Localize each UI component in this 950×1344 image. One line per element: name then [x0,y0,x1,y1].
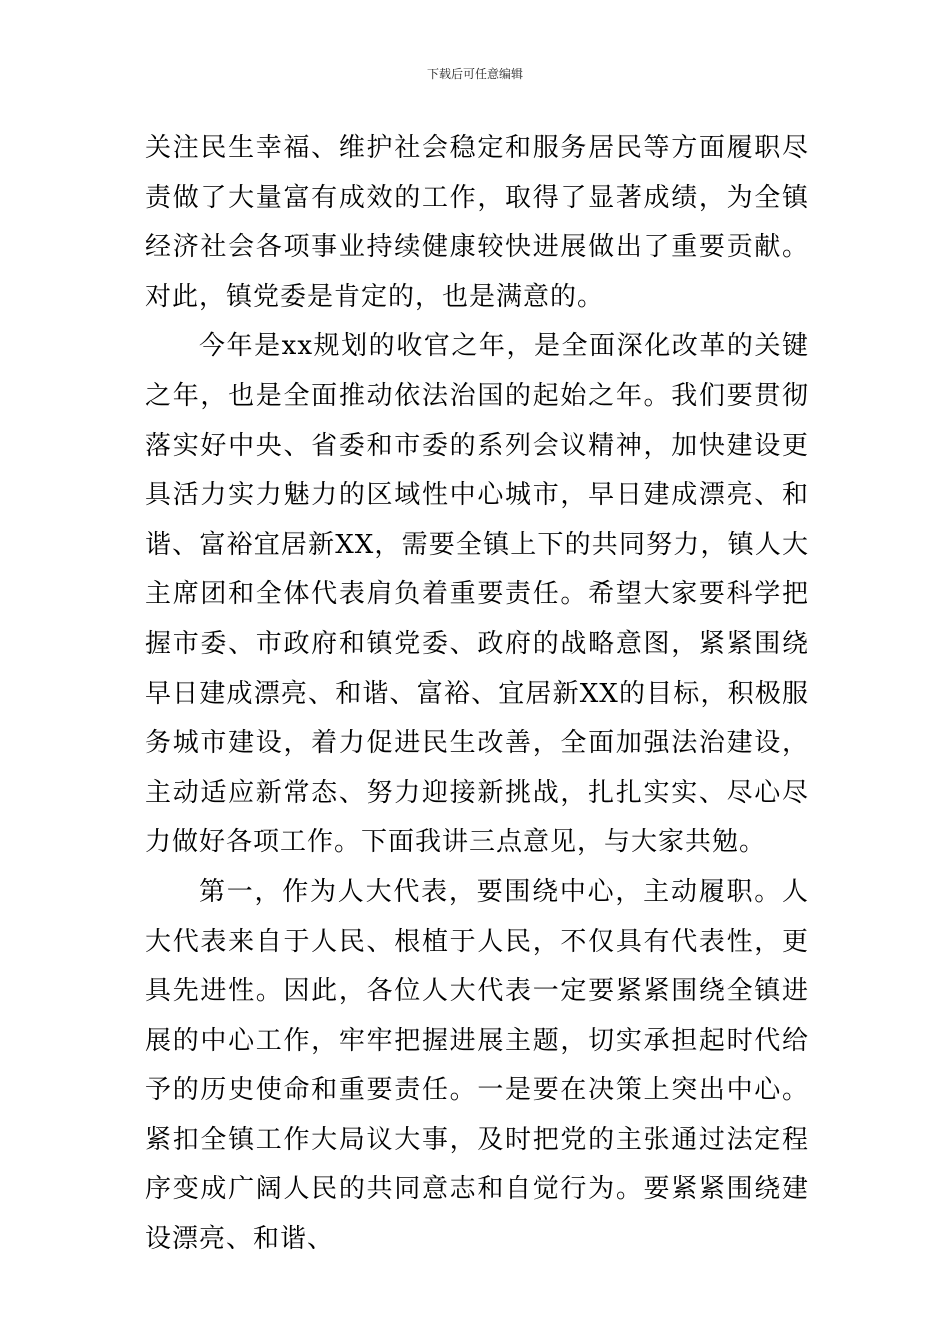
paragraph-current-year: 今年是xx规划的收官之年，是全面深化改革的关键之年，也是全面推动依法治国的起始之年。我们要贯彻落实好中央、省委和市委的系列会议精神，加快建设更具活力实力魅力的区域性中心城市，早日建成漂亮、和谐、富裕宜居新XX，需要全镇上下的共同努力，镇人大主席团和全体代表肩负着重要责任。希望大家要科学把握市委、市政府和镇党委、政府的战略意图，紧紧围绕早日建成漂亮、和谐、富裕、宜居新XX的目标，积极服务城市建设，着力促进民生改善，全面加强法治建设，主动适应新常态、努力迎接新挑战，扎扎实实、尽心尽力做好各项工作。下面我讲三点意见，与大家共勉。 [145,331,809,858]
paragraph-first-point: 第一，作为人大代表，要围绕中心，主动履职。人大代表来自于人民、根植于人民，不仅具有代表性，更具先进性。因此，各位人大代表一定要紧紧围绕全镇进展的中心工作，牢牢把握进展主题，切实承担起时代给予的历史使命和重要责任。一是要在决策上突出中心。紧扣全镇工作大局议大事，及时把党的主张通过法定程序变成广阔人民的共同意志和自觉行为。要紧紧围绕建设漂亮、和谐、 [145,876,809,1255]
paragraph-continuation: 关注民生幸福、维护社会稳定和服务居民等方面履职尽责做了大量富有成效的工作，取得了显著成绩，为全镇经济社会各项事业持续健康较快进展做出了重要贡献。对此，镇党委是肯定的，也是满意的。 [145,133,809,312]
document-body [145,124,809,1265]
page-header: 下载后可任意编辑 [426,67,523,81]
